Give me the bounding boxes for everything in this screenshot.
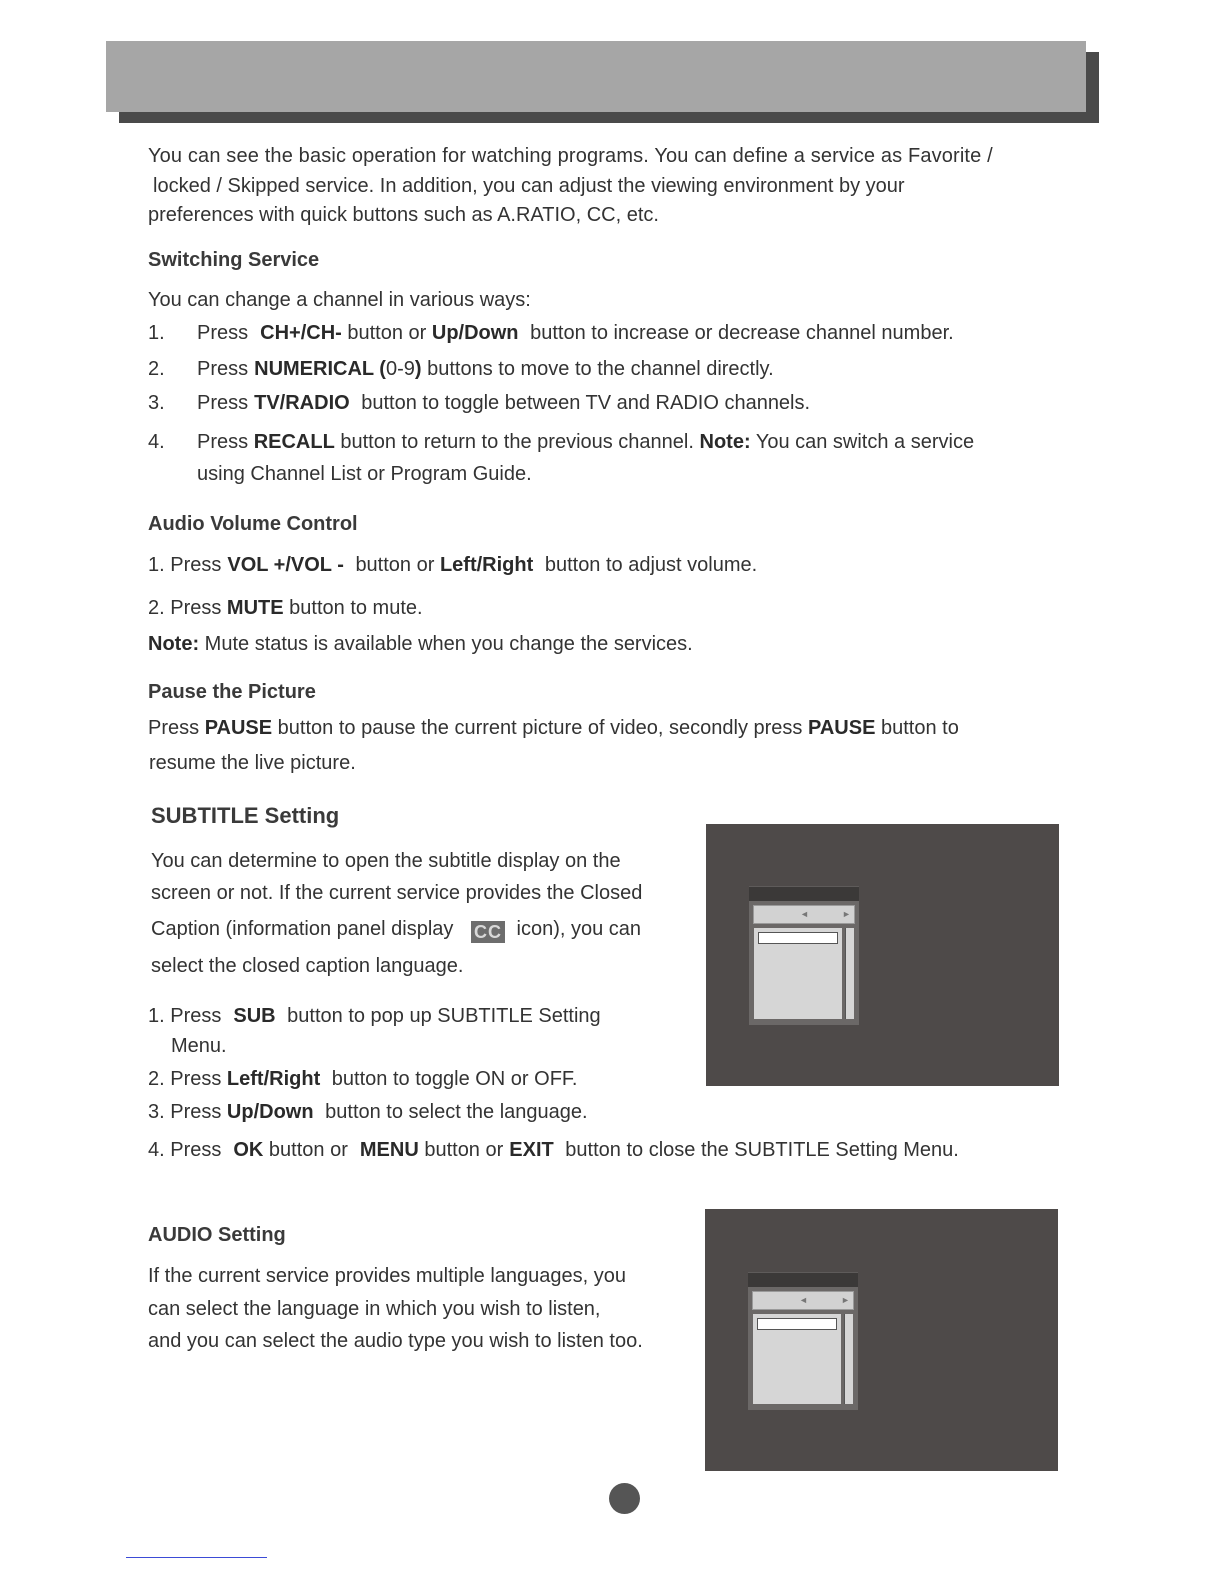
audio-setting-menu	[748, 1272, 858, 1409]
step-text: button to increase or decrease channel number.	[530, 322, 954, 344]
step-number: 1.	[148, 322, 165, 344]
key-label: SUB	[233, 1005, 276, 1027]
para-text: icon), you can	[516, 918, 642, 940]
switching-intro: You can change a channel in various ways:	[148, 289, 531, 311]
step-number: 2.	[148, 358, 165, 380]
language-list[interactable]	[753, 1314, 841, 1404]
subtitle-para-3	[151, 917, 641, 943]
arrow-right-icon: ►	[841, 1295, 850, 1305]
para-text: Caption (information panel display	[151, 918, 454, 940]
step-text: You can switch a service	[755, 431, 975, 453]
key-label: OK	[233, 1139, 264, 1161]
step-text: Press	[197, 322, 249, 344]
subtitle-para-2: screen or not. If the current service provides the Closed	[151, 882, 643, 904]
selected-language-row[interactable]	[758, 932, 838, 944]
intro-line-1: You can see the basic operation for watching programs. You can define a service as Favorite /	[148, 145, 993, 167]
step-text: button to return to the previous channel.	[340, 431, 694, 453]
scrollbar[interactable]	[845, 928, 854, 1019]
step-text: button to mute.	[289, 597, 423, 619]
key-label: VOL +/VOL -	[227, 554, 344, 576]
step-text: button or	[347, 322, 427, 344]
key-label: PAUSE	[808, 717, 876, 739]
arrow-right-icon: ►	[842, 909, 851, 919]
key-label: NUMERICAL (	[254, 358, 386, 380]
step-text: button or	[268, 1139, 348, 1161]
section-title-subtitle: SUBTITLE Setting	[151, 803, 340, 828]
step-text: button to pop up SUBTITLE Setting	[287, 1005, 601, 1027]
key-label: MUTE	[226, 597, 284, 619]
switching-step-2	[148, 357, 774, 381]
subtitle-para-4: select the closed caption language.	[151, 955, 464, 977]
step-text: 1. Press	[148, 554, 222, 576]
step-text: 4. Press	[148, 1139, 222, 1161]
audio-volume-step-2	[148, 596, 423, 620]
audio-type-toggle[interactable]	[752, 1291, 854, 1310]
note-label: Note:	[699, 431, 751, 453]
subtitle-setting-menu	[749, 886, 859, 1024]
key-label: Up/Down	[226, 1101, 314, 1123]
audio-setting-para-2: can select the language in which you wish to listen,	[148, 1298, 601, 1320]
key-label: CH+/CH-	[260, 322, 342, 344]
key-label: Left/Right	[226, 1068, 321, 1090]
selected-language-row[interactable]	[757, 1318, 837, 1330]
arrow-left-icon: ◄	[799, 1295, 808, 1305]
subtitle-step-3	[148, 1100, 588, 1124]
page-number-dot	[609, 1483, 640, 1514]
switching-step-1	[148, 321, 954, 345]
menu-body	[748, 1287, 858, 1410]
key-label: RECALL	[253, 431, 335, 453]
switching-step-4	[148, 430, 974, 454]
intro-line-3: preferences with quick buttons such as A.RATIO, CC, etc.	[148, 204, 659, 226]
audio-volume-note	[148, 632, 693, 656]
pause-line-1	[148, 716, 959, 740]
section-title-switching: Switching Service	[148, 249, 320, 271]
key-label: EXIT	[509, 1139, 554, 1161]
step-number: 4.	[148, 431, 165, 453]
subtitle-step-2	[148, 1067, 577, 1091]
audio-menu-screenshot	[705, 1209, 1058, 1471]
section-title-audio-setting: AUDIO Setting	[148, 1224, 286, 1246]
key-label: TV/RADIO	[254, 392, 350, 414]
audio-setting-para-1: If the current service provides multiple languages, you	[148, 1265, 627, 1287]
arrow-left-icon: ◄	[800, 909, 809, 919]
step-text: buttons to move to the channel directly.	[427, 358, 774, 380]
section-title-audio-volume: Audio Volume Control	[148, 513, 358, 535]
menu-title-bar	[748, 1272, 858, 1287]
key-label: PAUSE	[204, 717, 273, 739]
on-off-toggle[interactable]	[753, 905, 855, 924]
step-text: button to	[880, 717, 959, 739]
closed-caption-icon: CC	[471, 921, 505, 943]
intro-line-2: locked / Skipped service. In addition, you can adjust the viewing environment by your	[153, 175, 905, 197]
switching-step-4-cont: using Channel List or Program Guide.	[197, 463, 532, 485]
subtitle-menu-screenshot	[706, 824, 1059, 1086]
pause-line-2: resume the live picture.	[149, 752, 356, 774]
step-text: button to toggle ON or OFF.	[331, 1068, 578, 1090]
footer-rule	[126, 1557, 267, 1558]
step-text: Press	[148, 717, 200, 739]
step-text: button to toggle between TV and RADIO channels.	[361, 392, 811, 414]
menu-title-bar	[749, 886, 859, 901]
step-text: button to pause the current picture of video, secondly press	[277, 717, 803, 739]
audio-volume-step-1	[148, 553, 757, 577]
step-text: button to select the language.	[325, 1101, 588, 1123]
step-text: Press	[197, 431, 249, 453]
language-list[interactable]	[754, 928, 842, 1019]
note-text: Mute status is available when you change the services.	[204, 633, 693, 655]
section-title-pause: Pause the Picture	[148, 681, 316, 703]
step-text: button or	[424, 1139, 504, 1161]
page-header-bar	[106, 41, 1086, 112]
step-text: button or	[355, 554, 435, 576]
key-label: )	[414, 358, 422, 380]
switching-step-3	[148, 391, 810, 415]
menu-body	[749, 901, 859, 1025]
step-number: 3.	[148, 392, 165, 414]
key-label: MENU	[359, 1139, 419, 1161]
step-text: 2. Press	[148, 1068, 222, 1090]
step-text: 3. Press	[148, 1101, 222, 1123]
key-label: Left/Right	[439, 554, 534, 576]
scrollbar[interactable]	[844, 1314, 853, 1404]
subtitle-step-1	[148, 1004, 601, 1028]
step-text: Press	[197, 392, 249, 414]
audio-setting-para-3: and you can select the audio type you wish to listen too.	[148, 1330, 643, 1352]
step-text: Press	[197, 358, 249, 380]
note-label: Note:	[148, 633, 200, 655]
step-text: button to close the SUBTITLE Setting Menu.	[565, 1139, 959, 1161]
key-label: Up/Down	[431, 322, 519, 344]
step-text: 1. Press	[148, 1005, 222, 1027]
step-text: 0-9	[385, 358, 415, 380]
subtitle-para-1: You can determine to open the subtitle display on the	[151, 850, 621, 872]
subtitle-step-4	[148, 1138, 959, 1162]
step-text: 2. Press	[148, 597, 222, 619]
subtitle-step-1-cont: Menu.	[171, 1035, 227, 1057]
step-text: button to adjust volume.	[544, 554, 758, 576]
